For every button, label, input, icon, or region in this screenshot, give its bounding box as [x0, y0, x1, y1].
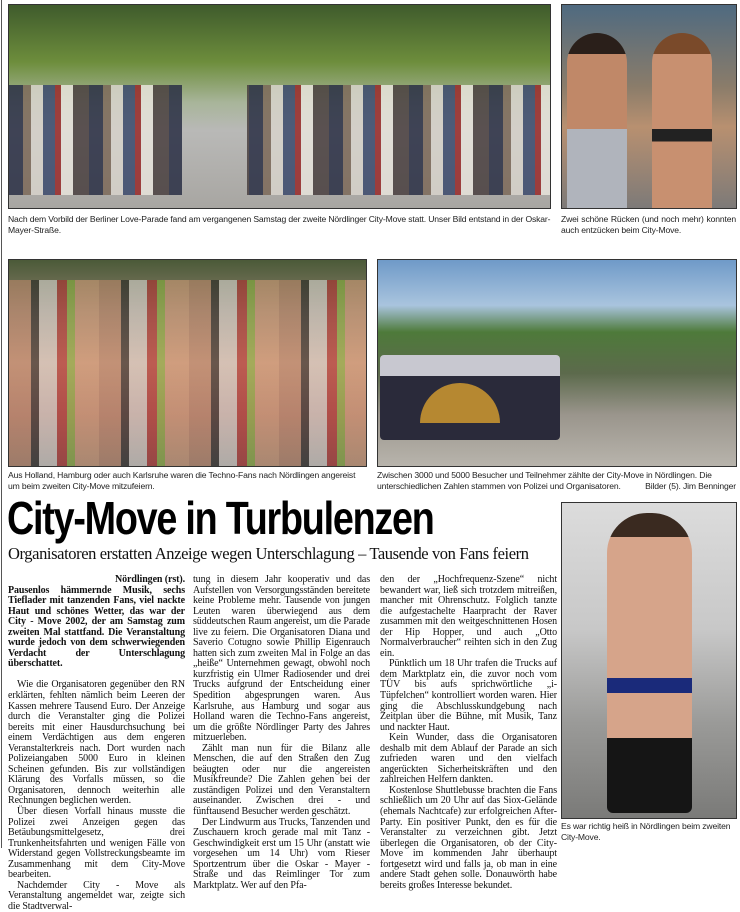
article-column-3 — [380, 575, 557, 891]
photo-caption-3: Aus Holland, Hamburg oder auch Karlsruhe waren die Techno-Fans nach Nördlingen angereist um beim zweiten City-Move mitzufeiern. — [8, 470, 356, 491]
paragraph: Pünktlich um 18 Uhr trafen die Trucks auf dem Marktplatz ein, die zuvor noch vom TÜV bis aufs sprichwörtliche „i-Tüpfelchen“ kontrolliert worden waren. Hier ging die Abschlusskundgebung nach Zeitplan über die Bühne, mit Musik, Tanz und nackter Haut. — [380, 658, 557, 733]
paragraph: Kostenlose Shuttlebusse brachten die Fans schließlich um 20 Uhr auf das Siox-Gelände (ehemals Nachtcafe) zur erfolgreichen After-Party. Ein positiver Punkt, den es für die Veranstalter zu verzeichnen gibt. Jetzt überlegen die Organisatoren, ob der City-Move im kommenden Jahr überhaupt fortgesetzt wird und falls ja, ob man in eine andere Stadt gehen solle. Donauwörth habe bereits großes Interesse bekundet. — [380, 784, 557, 891]
paragraph: Zählt man nun für die Bilanz alle Menschen, die auf den Straßen den Zug beäugten oder nur die angereisten Musikfreunde? Die Zahlen gehen bei der zuständigen Polizei und den Veranstaltern auseinander. Zwischen drei - und fünftausend Besucher werden geschätzt. — [193, 742, 370, 818]
paragraph: den der „Hochfrequenz-Szene“ nicht bewandert war, ließ sich trotzdem mitreißen, mancher mit Ohrenschutz. Folglich tanzte die aufgestachelte Haarpracht der Raver zusammen mit den weitgeschnittenen Hosen der Hip Hopper, und auch „Otto Normalverbraucher“ reihten sich in den Zug ein. — [380, 574, 557, 659]
photo-caption-2: Zwei schöne Rücken (und noch mehr) konnten auch entzücken beim City-Move. — [561, 214, 736, 235]
paragraph: tung in diesem Jahr kooperativ und das Aufstellen von Versorgungsständen bereitete keine Probleme mehr. Tausende von jungen Leuten waren überwiegend aus dem süddeutschen Raum angereist, um die Parade live zu feiern. Die Organisatoren Diana und Saverio Cotugno sowie Phillip Eigenrauch hatten sich zum zweiten Mal in Folge an das „heiße“ Unternehmen gewagt, obwohl noch kurzfristig ein Ulmer Radiosender und drei Trucks aufgrund der Entscheidung einer Spedition abgesprungen waren. Aus Karlsruhe, aus Hamburg und sogar aus Holland waren die Techno-Fans angereist, um die größte Nördlinger Party des Jahres mitzuerleben. — [193, 574, 370, 744]
photo-caption-5: Es war richtig heiß in Nördlingen beim zweiten City-Move. — [561, 821, 731, 842]
photo-dancer — [561, 502, 737, 819]
paragraph: Über diesen Vorfall hinaus musste die Polizei zwei Anzeigen gegen das Betäubungsmittelgesetz, drei Trunkenheitsfahrten und wenigen Fälle von Widerstand gegen Vollstreckungsbeamte im Zusammenhang mit dem City-Move bearbeiten. — [8, 805, 185, 881]
page-border — [1, 0, 2, 848]
photo-techno-fans — [8, 259, 367, 467]
article-subheadline: Organisatoren erstatten Anzeige wegen Unterschlagung – Tausende von Fans feiern — [8, 544, 529, 563]
paragraph: Wie die Organisatoren gegenüber den RN erklärten, fehlten nämlich beim Leeren der Kassen mehrere Tausend Euro. Der Anzeige durch die Veranstalter ging die Polizei bereits mit einer Hausdurchsuchung bei einem Verdächtigen aus dem engeren Veranstalterkreis nach. Dort wurden nach Polizeiangaben 5000 Euro in kleinen Scheinen gefunden. Bis zur vollständigen Klärung des Vorfalls müssen, so die Organisatoren, dennoch weiterhin alle Rechnungen beglichen werden. — [8, 679, 185, 807]
photo-caption-4 — [377, 470, 736, 492]
photo-credit: Bilder (5). Jim Benninger — [645, 481, 736, 491]
dateline: Nördlingen (rst). — [115, 574, 185, 585]
paragraph: Der Lindwurm aus Trucks, Tanzenden und Zuschauern kroch gerade mal mit Tanz - Geschwindigkeit erst um 15 Uhr (anstatt wie vorgesehen um 14 Uhr) vom Rieser Sportzentrum über die Oskar - Mayer - Straße und das Reimlinger Tor zum Marktplatz. Wer auf den Pfa- — [193, 816, 370, 891]
article-column-2 — [193, 575, 370, 891]
photo-two-backs — [561, 4, 737, 209]
article-headline: City-Move in Turbulenzen — [7, 492, 434, 544]
photo-caption-1: Nach dem Vorbild der Berliner Love-Parade fand am vergangenen Samstag der zweite Nördlinger City-Move statt. Unser Bild entstand in der Oskar-Mayer-Straße. — [8, 214, 551, 235]
article-lead: Pausenlos hämmernde Musik, sechs Tieflader mit tanzenden Fans, viel nackte Haut und schönes Wetter, das war der City - Move 2002, der am Samstag zum zweiten Mal stattfand. Die Veranstaltung wurde jedoch von dem schwerwiegenden Verdacht der Unterschlagung überschattet. — [8, 584, 185, 670]
photo-street-parade — [8, 4, 551, 209]
paragraph: Kein Wunder, dass die Organisatoren deshalb mit dem Ablauf der Parade an sich zufrieden waren und den vielfach angerückten Sicherheitskräften und den zahlreichen Helfern dankten. — [380, 732, 557, 786]
caption-text: Zwischen 3000 und 5000 Besucher und Teilnehmer zählte der City-Move in Nördlingen. Die unterschiedlichen Zahlen stammen von Polizei und Organisatoren. — [377, 470, 712, 491]
paragraph: Nachdemder City - Move als Veranstaltung angemeldet war, zeigte sich die Stadtverwal- — [8, 879, 185, 912]
photo-truck-crowd — [377, 259, 737, 467]
article-column-1 — [8, 575, 185, 912]
